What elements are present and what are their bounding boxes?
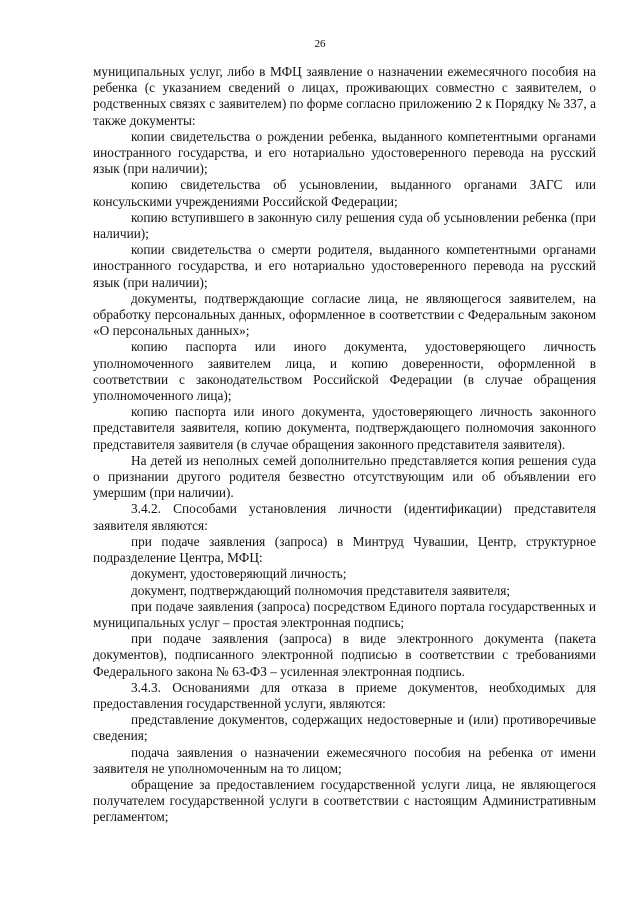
- paragraph: при подаче заявления (запроса) в виде электронного документа (пакета документов), подписанного электронной подписью в соответствии с требованиями Федерального закона № 63-ФЗ – усиленная электронная подпись.: [93, 631, 596, 679]
- paragraph: копию паспорта или иного документа, удостоверяющего личность уполномоченного заявителем лица, и копию доверенности, оформленной в соответствии с законодательством Российской Федерации (в случае обращения уполномоченного лица);: [93, 339, 596, 404]
- paragraph: копию свидетельства об усыновлении, выданного органами ЗАГС или консульскими учреждениями Российской Федерации;: [93, 177, 596, 209]
- paragraph: копию паспорта или иного документа, удостоверяющего личность законного представителя заявителя, копию документа, подтверждающего полномочия законного представителя заявителя (в случае обращения законного представителя заявителя).: [93, 404, 596, 452]
- paragraph: представление документов, содержащих недостоверные и (или) противоречивые сведения;: [93, 712, 596, 744]
- document-body: [93, 64, 596, 826]
- paragraph: подача заявления о назначении ежемесячного пособия на ребенка от имени заявителя не уполномоченным на то лицом;: [93, 744, 596, 776]
- paragraph: копии свидетельства о рождении ребенка, выданного компетентными органами иностранного государства, и его нотариально удостоверенного перевода на русский язык (при наличии);: [93, 128, 596, 177]
- paragraph: муниципальных услуг, либо в МФЦ заявление о назначении ежемесячного пособия на ребенка (с указанием сведений о лицах, проживающих совместно с заявителем, о родственных связях с заявителем) по форме согласно приложению 2 к Порядку № 337, а также документы:: [93, 64, 596, 128]
- paragraph: при подаче заявления (запроса) посредством Единого портала государственных и муниципальных услуг – простая электронная подпись;: [93, 598, 596, 630]
- paragraph: при подаче заявления (запроса) в Минтруд Чувашии, Центр, структурное подразделение Центра, МФЦ:: [93, 533, 596, 566]
- paragraph: документы, подтверждающие согласие лица, не являющегося заявителем, на обработку персональных данных, оформленное в соответствии с Федеральным законом «О персональных данных»;: [93, 290, 596, 339]
- section-paragraph-3-4-2: 3.4.2. Способами установления личности (идентификации) представителя заявителя являются:: [93, 501, 596, 533]
- section-paragraph-3-4-3: 3.4.3. Основаниями для отказа в приеме документов, необходимых для предоставления государственной услуги, являются:: [93, 679, 596, 711]
- paragraph: документ, удостоверяющий личность;: [131, 566, 347, 582]
- paragraph: На детей из неполных семей дополнительно представляется копия решения суда о признании другого родителя безвестно отсутствующим или об объявлении его умершим (при наличии).: [93, 452, 596, 501]
- paragraph: копию вступившего в законную силу решения суда об усыновлении ребенка (при наличии);: [93, 209, 596, 242]
- paragraph: копии свидетельства о смерти родителя, выданного компетентными органами иностранного государства, и его нотариально удостоверенного перевода на русский язык (при наличии);: [93, 242, 596, 290]
- paragraph: документ, подтверждающий полномочия представителя заявителя;: [131, 582, 511, 598]
- paragraph: обращение за предоставлением государственной услуги лица, не являющегося получателем государственной услуги в соответствии с настоящим Административным регламентом;: [93, 776, 596, 825]
- page-number: 26: [314, 38, 326, 50]
